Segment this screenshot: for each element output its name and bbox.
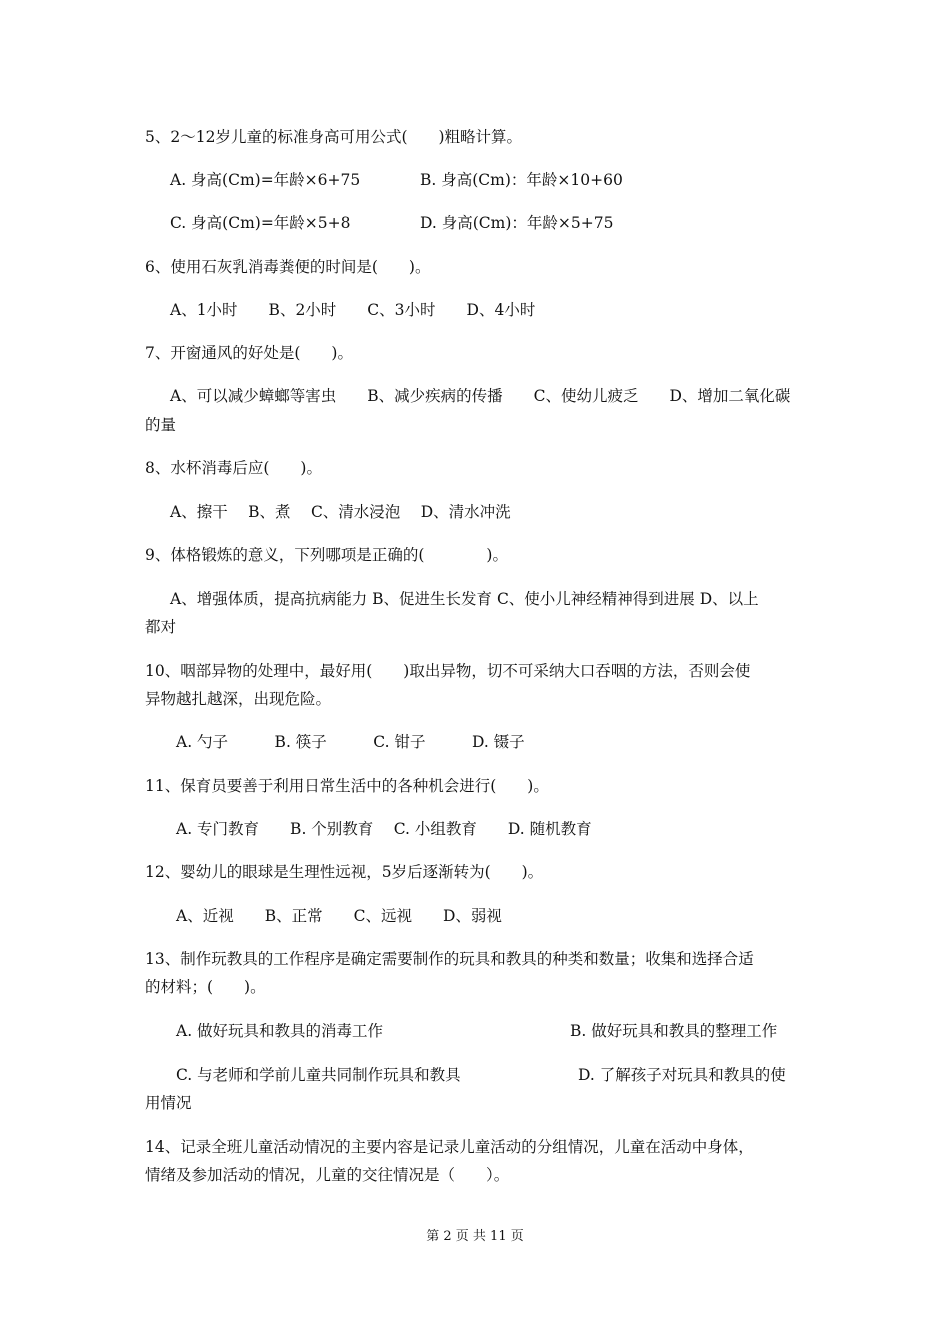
question-8-options: A、擦干 B、煮 C、清水浸泡 D、清水冲洗	[170, 503, 511, 521]
question-5-option-a: A. 身高(Cm)=年龄×6+75	[170, 171, 361, 189]
question-13-option-d-line2: 用情况	[145, 1094, 192, 1112]
question-6-options: A、1小时 B、2小时 C、3小时 D、4小时	[170, 301, 536, 319]
question-7-stem: 7、开窗通风的好处是( )。	[145, 344, 353, 362]
question-10-options: A. 勺子 B. 筷子 C. 钳子 D. 镊子	[176, 733, 525, 751]
question-5-stem: 5、2～12岁儿童的标准身高可用公式( )粗略计算。	[145, 128, 523, 146]
question-6-stem: 6、使用石灰乳消毒粪便的时间是( )。	[145, 258, 431, 276]
question-10-stem-line2: 异物越扎越深，出现危险。	[145, 690, 332, 708]
question-14-stem-line2: 情绪及参加活动的情况，儿童的交往情况是（ ）。	[145, 1166, 510, 1184]
question-12-options: A、近视 B、正常 C、远视 D、弱视	[176, 907, 502, 925]
question-13-stem-line1: 13、制作玩教具的工作程序是确定需要制作的玩具和教具的种类和数量；收集和选择合适	[145, 950, 754, 968]
page-number-footer: 第 2 页 共 11 页	[426, 1229, 524, 1244]
question-9-options-line2: 都对	[145, 618, 177, 636]
question-13-option-a: A. 做好玩具和教具的消毒工作	[176, 1022, 384, 1040]
question-5-option-c: C. 身高(Cm)=年龄×5+8	[170, 214, 351, 232]
question-7-options-line2: 的量	[145, 416, 177, 434]
question-8-stem: 8、水杯消毒后应( )。	[145, 459, 322, 477]
question-5-option-d: D. 身高(Cm)：年龄×5+75	[420, 214, 614, 232]
question-13-option-b: B. 做好玩具和教具的整理工作	[570, 1022, 778, 1040]
question-9-options-line1: A、增强体质，提高抗病能力 B、促进生长发育 C、使小儿神经精神得到进展 D、以上	[170, 590, 759, 608]
question-9-stem: 9、体格锻炼的意义，下列哪项是正确的( )。	[145, 546, 508, 564]
question-13-stem-line2: 的材料；( )。	[145, 978, 266, 996]
question-7-options-line1: A、可以减少蟑螂等害虫 B、减少疾病的传播 C、使幼儿疲乏 D、增加二氧化碳	[170, 387, 791, 405]
question-12-stem: 12、婴幼儿的眼球是生理性远视，5岁后逐渐转为( )。	[145, 863, 544, 881]
question-13-option-d-line1: D. 了解孩子对玩具和教具的使	[578, 1066, 786, 1084]
question-5-option-b: B. 身高(Cm)：年龄×10+60	[420, 171, 623, 189]
question-13-option-c: C. 与老师和学前儿童共同制作玩具和教具	[176, 1066, 461, 1084]
question-14-stem-line1: 14、记录全班儿童活动情况的主要内容是记录儿童活动的分组情况，儿童在活动中身体，	[145, 1138, 754, 1156]
question-11-options: A. 专门教育 B. 个别教育 C. 小组教育 D. 随机教育	[176, 820, 592, 838]
question-10-stem-line1: 10、咽部异物的处理中，最好用( )取出异物，切不可采纳大口吞咽的方法，否则会使	[145, 662, 751, 680]
question-11-stem: 11、保育员要善于利用日常生活中的各种机会进行( )。	[145, 777, 549, 795]
